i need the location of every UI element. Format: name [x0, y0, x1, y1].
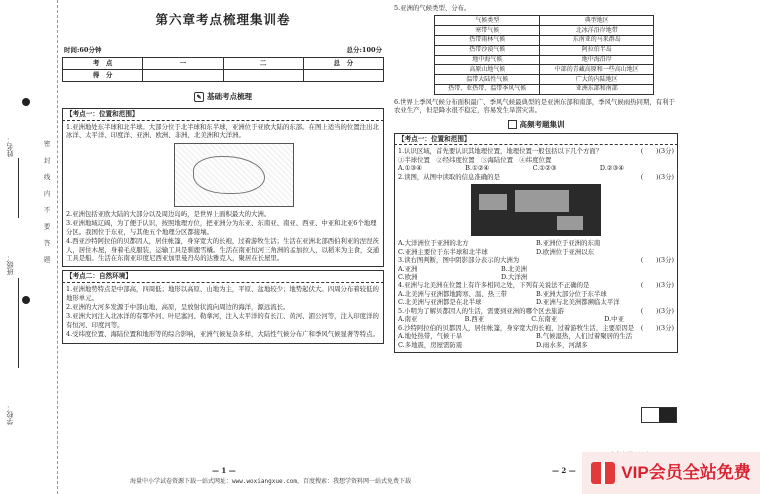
vip-badge[interactable] — [582, 452, 760, 494]
choice[interactable]: B.亚洲位于亚洲的东南 — [536, 239, 601, 248]
choice[interactable]: D.欧洲位于亚洲以东 — [536, 247, 595, 256]
section-title: 高频考题集训 — [519, 119, 565, 129]
table-header: 气候类型 — [435, 16, 540, 26]
right-page — [394, 0, 678, 475]
name-label: 姓名： — [6, 136, 14, 157]
full-score: 总分:100分 — [346, 45, 382, 54]
table-row — [435, 55, 654, 65]
table-row — [435, 36, 654, 46]
table-cell: 北冰洋沿岸地带 — [540, 26, 654, 36]
choice[interactable]: B.气候湿热，人们过着聚居的生活 — [536, 332, 633, 341]
score-table — [62, 57, 384, 82]
score-header: 一 — [143, 58, 223, 70]
question: 6.沙特阿拉伯的贝都因人，居住帐篷，身穿宽大的长袍，过着游牧生活，主要原因是 — [398, 323, 635, 332]
table-row — [435, 75, 654, 85]
question: 3.读右图判断，图中阴影部分表示的大洲为 — [398, 256, 520, 265]
question-row — [398, 324, 674, 332]
table-row — [435, 45, 654, 55]
choice-grid — [398, 290, 674, 307]
choice[interactable]: C.①②③ — [532, 164, 557, 173]
score-cell — [143, 70, 223, 82]
table-header: 典型地区 — [540, 16, 654, 26]
land-shape — [557, 216, 583, 230]
paper-meta — [62, 46, 384, 55]
score-cell — [303, 70, 383, 82]
footer-banner: 海量中小学试卷资源下载一站式网址：www.woxiangxue.com，百度搜索：我想学资料网一站式免费下载 — [130, 478, 412, 485]
answer-blank[interactable]: ( )(3分) — [640, 306, 674, 315]
pen-icon: ✎ — [194, 92, 204, 102]
section-banner — [62, 92, 384, 102]
question: 5.小明为了解贝都因人的生活，需要到亚洲的哪个区去旅游 — [398, 306, 564, 315]
choice[interactable]: A.大洋洲位于亚洲的北方 — [398, 239, 469, 248]
fill-line — [18, 158, 19, 218]
table-cell: 广大的内陆地区 — [540, 75, 654, 85]
question: 4.西亚沙特阿拉伯的贝都因人，居住帐篷，身穿宽大的长袍，过着游牧生活；生活在亚洲北部西伯利亚的涅涅茨人，居住木屋，身着毛皮服装，运输工具是驯鹿雪橇。生活在南亚恒河三角洲的孟加拉人，以稻米为主食，交通工具是船。生活在东南亚印度尼西亚加里曼丹岛的达雅克人，聚居在长屋里。 — [66, 237, 380, 262]
land-shape — [479, 194, 507, 210]
choice[interactable]: B.亚洲大部分位于东半球 — [536, 289, 607, 298]
world-map-figure — [174, 143, 294, 207]
question-row — [398, 147, 674, 155]
choice[interactable]: D.②③④ — [599, 164, 624, 173]
vip-text: VIP会员全站免费 — [621, 462, 751, 482]
choice[interactable]: C.亚洲主要位于东半球和北半球 — [398, 247, 488, 256]
binding-hole — [22, 98, 30, 106]
question-row — [398, 256, 674, 264]
class-label: 班级： — [6, 254, 14, 275]
choice[interactable]: A.南亚 — [398, 315, 418, 324]
table-cell: 地中海气候 — [435, 55, 540, 65]
left-page — [62, 0, 384, 475]
option-line: ①半球位置 ②经纬度位置 ③海陆位置 ④纬度位置 — [398, 155, 552, 164]
choice-grid — [398, 265, 674, 282]
latlon-minimap — [641, 407, 677, 423]
topic-body — [62, 120, 384, 268]
topic-title: 【考点一：位置和范围】 — [394, 133, 678, 145]
answer-blank[interactable]: ( )(3分) — [640, 256, 674, 265]
score-label: 得 分 — [63, 70, 143, 82]
choice[interactable]: D.中亚 — [604, 315, 624, 324]
choice[interactable]: B.①②④ — [465, 164, 490, 173]
choice[interactable]: A.北美洲与亚洲都地跨寒、温、热三带 — [398, 289, 507, 298]
question: 2.亚洲的大河多发源于中部山地、高原，呈放射状流向周边的海洋，源远流长。 — [66, 303, 290, 312]
page-number: — 2 — — [552, 466, 576, 475]
question: 5.亚洲的气候类型、分布。 — [394, 4, 471, 12]
section-banner — [394, 120, 678, 130]
section-title: 基础考点梳理 — [207, 92, 252, 102]
score-header: 二 — [223, 58, 303, 70]
binding-hole — [22, 296, 30, 304]
score-cell — [223, 70, 303, 82]
binding-strip — [0, 0, 58, 494]
table-row — [435, 85, 654, 95]
choice[interactable]: B.北美洲 — [501, 264, 527, 273]
answer-blank[interactable]: ( )(3分) — [640, 172, 674, 181]
choice[interactable]: C.北美洲与亚洲都是在北半球 — [398, 298, 482, 307]
question-row — [398, 281, 674, 289]
table-cell: 中部的青藏高原和一些高山地区 — [540, 65, 654, 75]
question: 2.读图，从图中读取的信息准确的是 — [398, 172, 500, 181]
question: 2.亚洲包括亚欧大陆的大部分以及周边岛屿，是世界上面积最大的大洲。 — [66, 209, 271, 218]
page-number: — 1 — — [212, 466, 236, 475]
question: 1.认识区域，首先要认识其地理位置，地理位置一般包括以下几个方面？ — [398, 147, 603, 156]
answer-blank[interactable]: ( )(3分) — [640, 147, 674, 156]
table-row — [435, 26, 654, 36]
seal-text: 密 封 线 内 不 要 答 题 — [42, 140, 51, 267]
choice[interactable]: A.亚洲 — [398, 264, 418, 273]
table-cell: 热带沙漠气候 — [435, 45, 540, 55]
choice[interactable]: C.多地震，房屋需防震 — [398, 340, 463, 349]
land-shape — [515, 190, 569, 212]
choice[interactable]: D.亚洲与北美洲都濒临太平洋 — [536, 298, 620, 307]
table-cell: 热带、亚热带、温带季风气候 — [435, 85, 540, 95]
paper-title: 第六章考点梳理集训卷 — [155, 12, 291, 27]
choice[interactable]: B.西亚 — [464, 315, 485, 324]
topic-title: 【考点一：位置和范围】 — [62, 108, 384, 120]
choice[interactable]: C.东南亚 — [531, 315, 558, 324]
table-cell: 温带大陆性气候 — [435, 75, 540, 85]
table-row — [435, 65, 654, 75]
time-limit: 时间:60分钟 — [64, 45, 102, 54]
table-cell: 地中海沿岸 — [540, 55, 654, 65]
fill-line — [18, 278, 19, 368]
question: 3.亚洲地域辽阔，为了便于认识，按照地理方位，把亚洲分为东亚、东南亚、南亚、西亚、中亚和北亚6个地理分区。我国位于东亚，与其他五个地理分区都接壤。 — [66, 219, 377, 236]
school-label: 学校： — [6, 404, 14, 425]
answer-blank[interactable]: ( )(3分) — [640, 281, 674, 290]
choice-row — [398, 164, 674, 172]
question: 1.亚洲地势特点是中部高，四周低；地形以高原、山地为主，平原、盆地较少；地势起伏大。四周分布着较低的地形单元。 — [66, 285, 379, 302]
choice-grid — [398, 332, 674, 349]
answer-blank[interactable]: ( )(3分) — [640, 323, 674, 332]
question: 4.亚洲与北美洲在位置上有许多相同之处，下列有关说法不正确的是 — [398, 281, 590, 290]
question-row — [398, 307, 674, 315]
topic-title: 【考点二：自然环境】 — [62, 270, 384, 282]
book-icon — [508, 120, 517, 129]
table-cell: 热带雨林气候 — [435, 36, 540, 46]
gift-icon — [591, 462, 615, 484]
choice[interactable]: A.地处热带，气候干旱 — [398, 332, 463, 341]
question: 6.世界上季风气候分布面积最广、季风气候最典型的是亚洲东部和南部，季风气候雨热同期，有利于农业生产，但是降水很不稳定，容易发生旱涝灾害。 — [394, 97, 675, 115]
table-cell: 亚洲东部和南部 — [540, 85, 654, 95]
question: 3.亚洲大河注入北冰洋的有鄂毕河、叶尼塞河、勒拿河，注入太平洋的有长江、黄河、湄公河等，注入印度洋的有恒河、印度河等。 — [66, 312, 379, 329]
score-header: 总 分 — [303, 58, 383, 70]
question: 4.受纬度位置、海陆位置和地形等的综合影响，亚洲气候复杂多样，大陆性气候分布广和季风气候显著等特点。 — [66, 330, 379, 339]
table-cell: 高原山地气候 — [435, 65, 540, 75]
topic-body — [394, 144, 678, 353]
choice[interactable]: D.雨水多，河湖多 — [536, 340, 588, 349]
question: 1.亚洲地处东半球和北半球。大部分位于北半球和东半球，亚洲位于亚欧大陆的东部。在图上适当的位置注出北冰洋、太平洋、印度洋、亚洲、欧洲、非洲、北美洲和大洋洲。 — [66, 122, 379, 140]
climate-table — [434, 15, 654, 94]
choice-row — [398, 315, 674, 323]
choice[interactable]: C.欧洲 — [398, 272, 418, 281]
topic-body — [62, 282, 384, 344]
asia-map-figure — [471, 184, 601, 236]
choice-grid — [398, 239, 674, 256]
table-cell: 东南亚的马来群岛 — [540, 36, 654, 46]
score-header: 考 点 — [63, 58, 143, 70]
choice[interactable]: D.大洋洲 — [501, 272, 528, 281]
table-cell: 寒带气候 — [435, 26, 540, 36]
question-row — [398, 173, 674, 181]
choice[interactable]: A.①③④ — [398, 164, 422, 173]
table-cell: 阿拉伯半岛 — [540, 45, 654, 55]
